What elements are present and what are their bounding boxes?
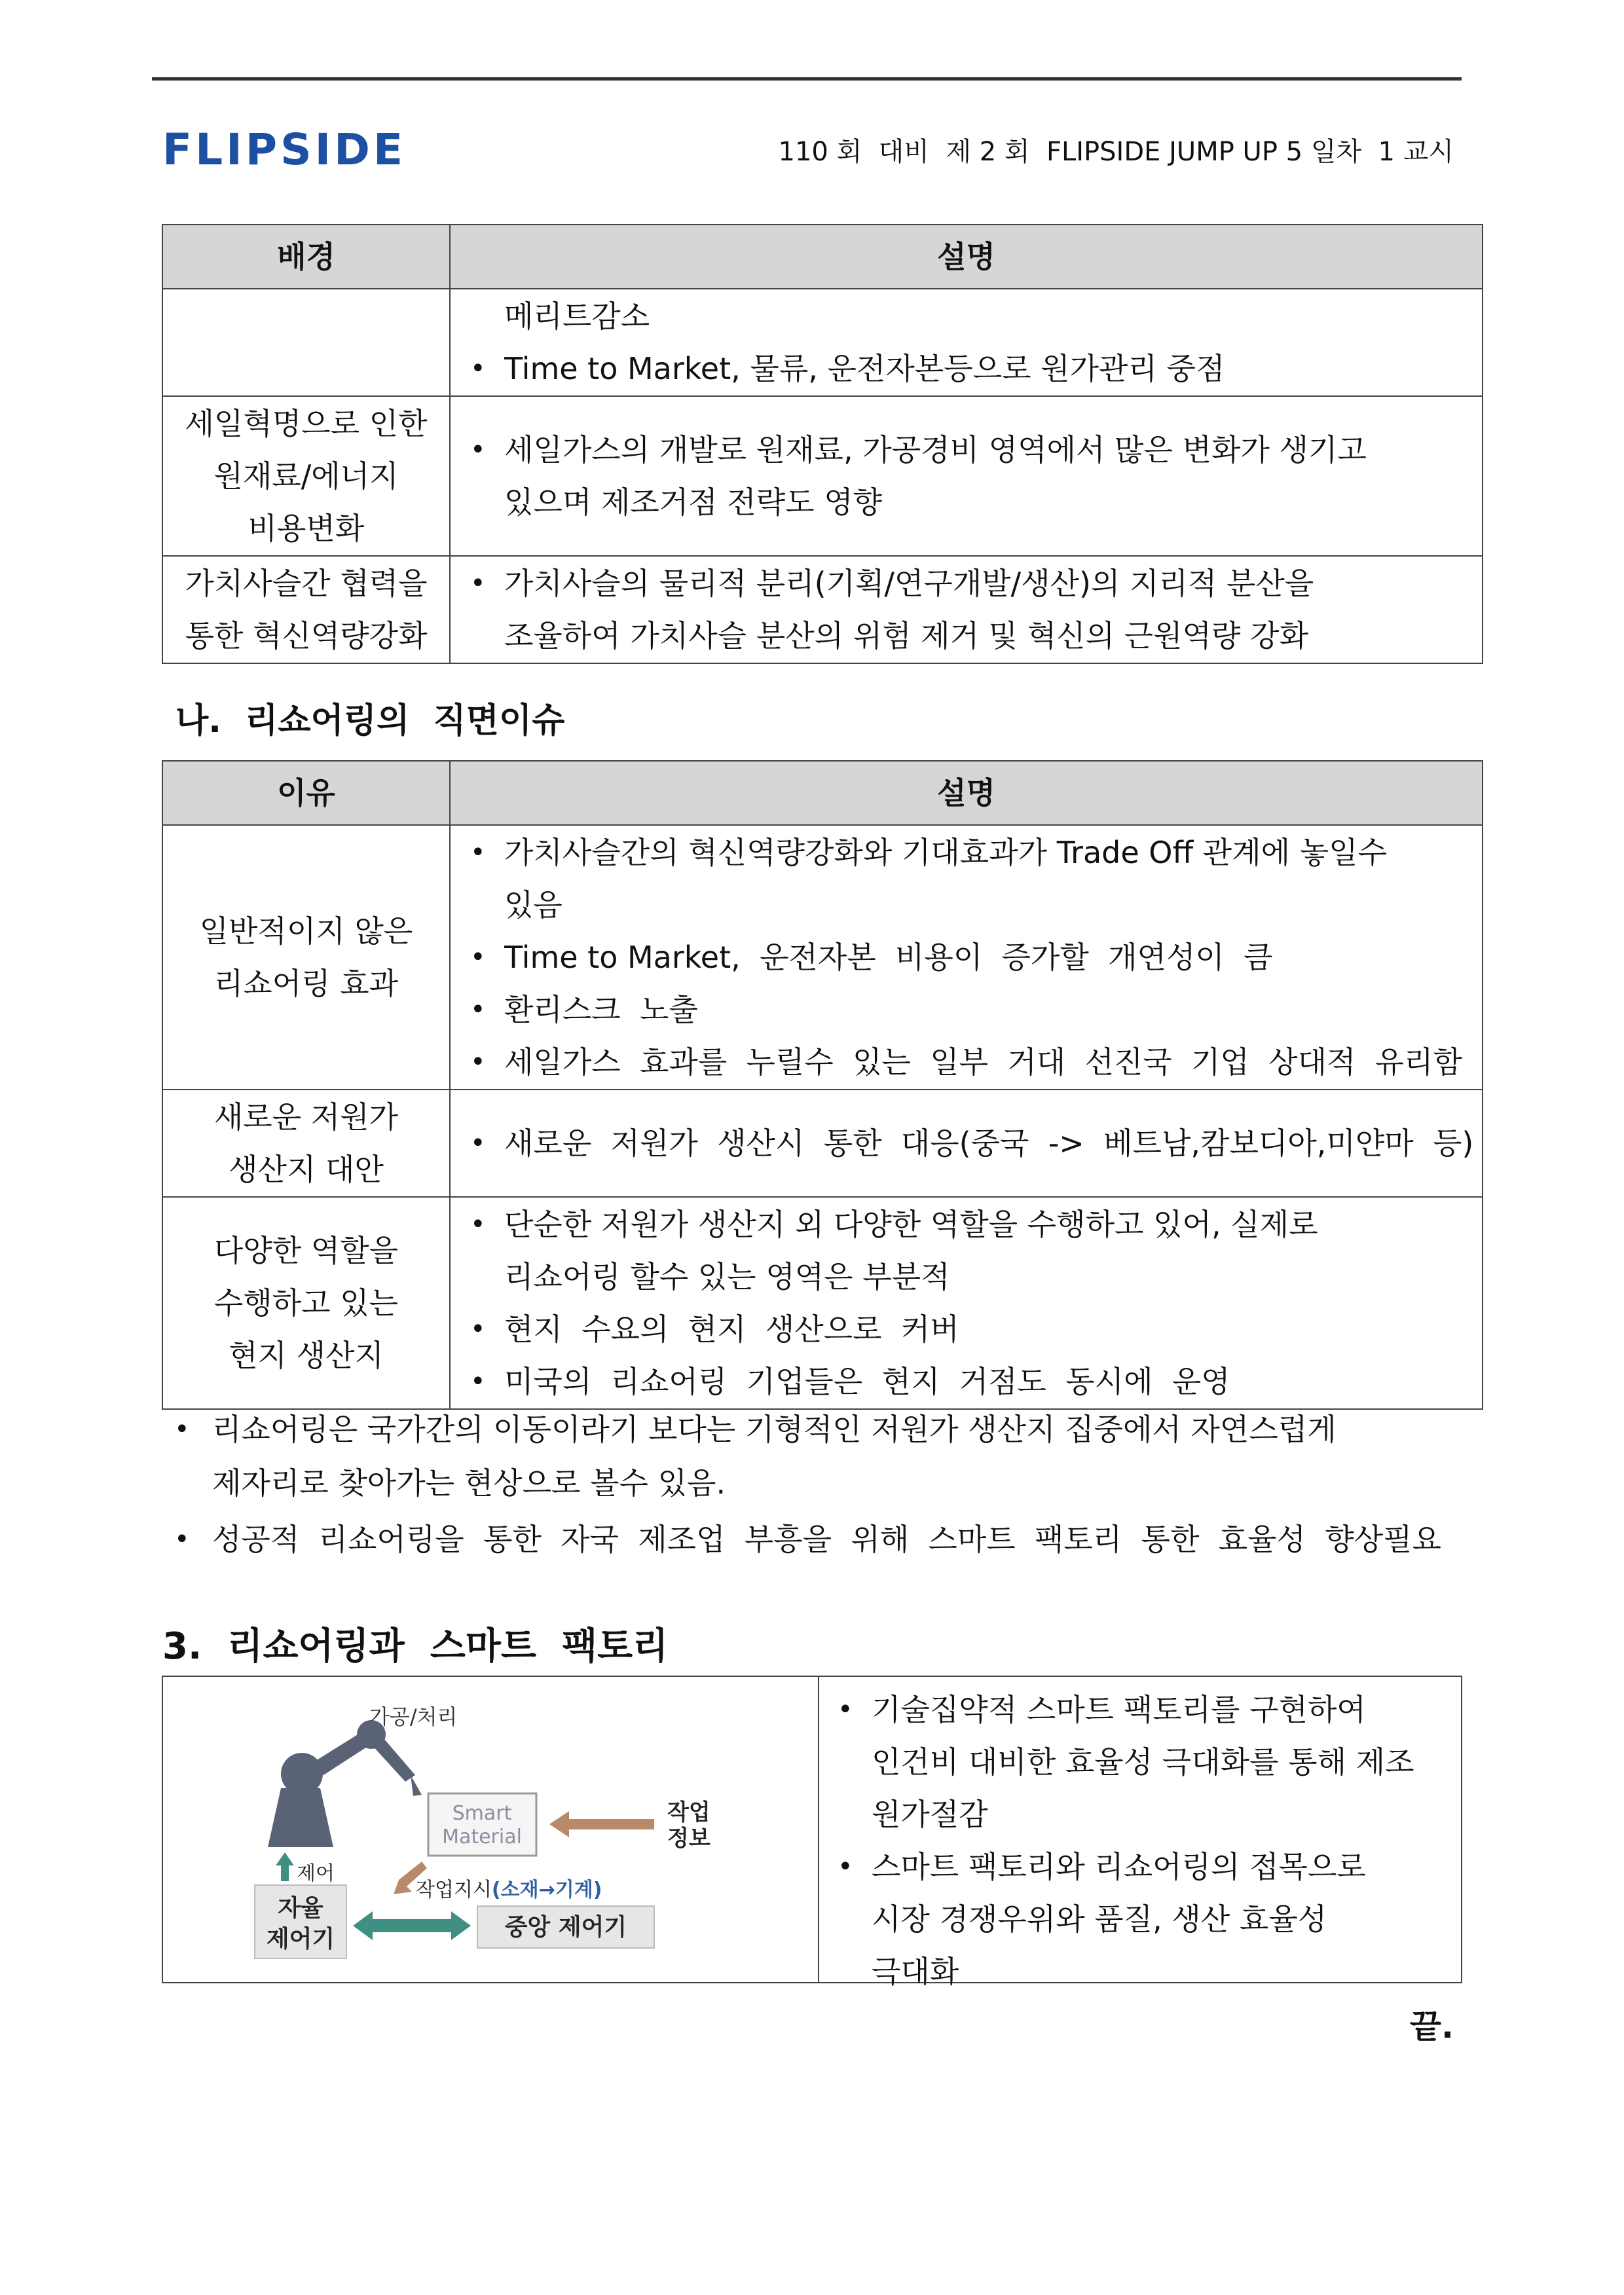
table-cell — [162, 289, 450, 396]
control-label: 제어 — [297, 1862, 335, 1885]
list-item: • Time to Market, 운전자본 비용이 증가할 개연성이 큼 — [464, 931, 1481, 983]
process-label: 가공/처리 — [369, 1704, 458, 1729]
table-cell: 세일혁명으로 인한 원재료/에너지 비용변화 — [162, 396, 450, 556]
work-order-detail: (소재→기계) — [491, 1879, 602, 1901]
table-cell — [450, 1090, 1483, 1197]
header-title: 110 회 대비 제 2 회 FLIPSIDE JUMP UP 5 일차 1 교시 — [778, 137, 1454, 167]
list-item: • 기술집약적 스마트 팩토리를 구현하여 인건비 대비한 효율성 극대화를 통해 제조 원가절감 — [831, 1683, 1460, 1841]
robot-arm-icon — [268, 1720, 422, 1847]
work-info-label: 정보 — [667, 1826, 710, 1852]
list-item: • 스마트 팩토리와 리쇼어링의 접목으로 시장 경쟁우위와 품질, 생산 효율성 극대화 — [831, 1841, 1460, 1998]
list-item: • 환리스크 노출 — [464, 983, 1481, 1036]
list-item: • 세일가스의 개발로 원재료, 가공경비 영역에서 많은 변화가 생기고 있으며 제조거점 전략도 영향 — [464, 424, 1481, 528]
table-cell: 다양한 역할을 수행하고 있는 현지 생산지 — [162, 1197, 450, 1409]
continuation-text: 메리트감소 — [504, 299, 650, 334]
section-heading: 3. 리쇼어링과 스마트 팩토리 — [162, 1625, 669, 1668]
table-header: 이유 — [162, 761, 450, 825]
work-info-label: 작업 — [667, 1799, 710, 1826]
table-header: 배경 — [162, 225, 450, 289]
list-item: • 세일가스 효과를 누릴수 있는 일부 거대 선진국 기업 상대적 유리함 — [464, 1036, 1481, 1088]
autonomous-controller-label: 자율 — [278, 1895, 323, 1922]
note-item: • 리쇼어링은 국가간의 이동이라기 보다는 기형적인 저원가 생산지 집중에서 자연스럽게 제자리로 찾아가는 현상으로 볼수 있음. — [172, 1403, 1475, 1510]
table-cell — [450, 396, 1483, 556]
work-order-text: 작업지시 — [416, 1879, 492, 1901]
list-item: • 가치사슬의 물리적 분리(기획/연구개발/생산)의 지리적 분산을 조율하여 가치사슬 분산의 위험 제거 및 혁신의 근원역량 강화 — [464, 557, 1481, 662]
note-item: • 성공적 리쇼어링을 통한 자국 제조업 부흥을 위해 스마트 팩토리 통한 효율성 향상필요 — [172, 1513, 1475, 1566]
work-info-arrow-icon — [549, 1811, 654, 1837]
smart-factory-diagram — [242, 1690, 805, 1978]
logo-text: FLIPSIDE — [162, 124, 407, 175]
control-arrow-icon — [276, 1852, 294, 1881]
double-arrow-icon — [353, 1911, 471, 1940]
autonomous-controller-label: 제어기 — [266, 1926, 335, 1953]
table-header: 설명 — [450, 761, 1483, 825]
list-item: • 단순한 저원가 생산지 외 다양한 역할을 수행하고 있어, 실제로 리쇼어링 할수 있는 영역은 부분적 — [464, 1198, 1481, 1303]
smart-material-label: Material — [442, 1826, 522, 1848]
table-cell: 새로운 저원가 생산지 대안 — [162, 1090, 450, 1197]
list-item: • 새로운 저원가 생산시 통한 대응(중국 -> 베트남,캄보디아,미얀마 등) — [464, 1117, 1481, 1169]
list-item: • 미국의 리쇼어링 기업들은 현지 거점도 동시에 운영 — [464, 1355, 1481, 1408]
list-item: • 가치사슬간의 혁신역량강화와 기대효과가 Trade Off 관계에 놓일수 있음 — [464, 826, 1481, 931]
table-cell — [450, 289, 1483, 396]
section-heading: 나. 리쇼어링의 직면이슈 — [175, 701, 565, 741]
end-mark: 끝. — [1409, 2008, 1454, 2046]
issues-table — [162, 760, 1483, 1410]
background-table — [162, 224, 1483, 664]
table-cell: 일반적이지 않은 리쇼어링 효과 — [162, 825, 450, 1090]
header-rule — [152, 77, 1462, 81]
smart-factory-box — [162, 1676, 1462, 1989]
table-cell — [450, 1197, 1483, 1409]
notes — [172, 1403, 1475, 1566]
work-order-label — [416, 1879, 602, 1901]
flipside-logo — [162, 124, 406, 175]
central-controller-label: 중앙 제어기 — [504, 1914, 627, 1941]
table-cell: 가치사슬간 협력을 통한 혁신역량강화 — [162, 556, 450, 663]
list-item: • Time to Market, 물류, 운전자본등으로 원가관리 중점 — [464, 342, 1481, 395]
column-divider — [818, 1677, 819, 1982]
table-cell — [450, 825, 1483, 1090]
smart-factory-text — [831, 1683, 1460, 1998]
table-header: 설명 — [450, 225, 1483, 289]
smart-material-label: Smart — [452, 1802, 512, 1825]
list-item: • 현지 수요의 현지 생산으로 커버 — [464, 1303, 1481, 1355]
table-cell — [450, 556, 1483, 663]
